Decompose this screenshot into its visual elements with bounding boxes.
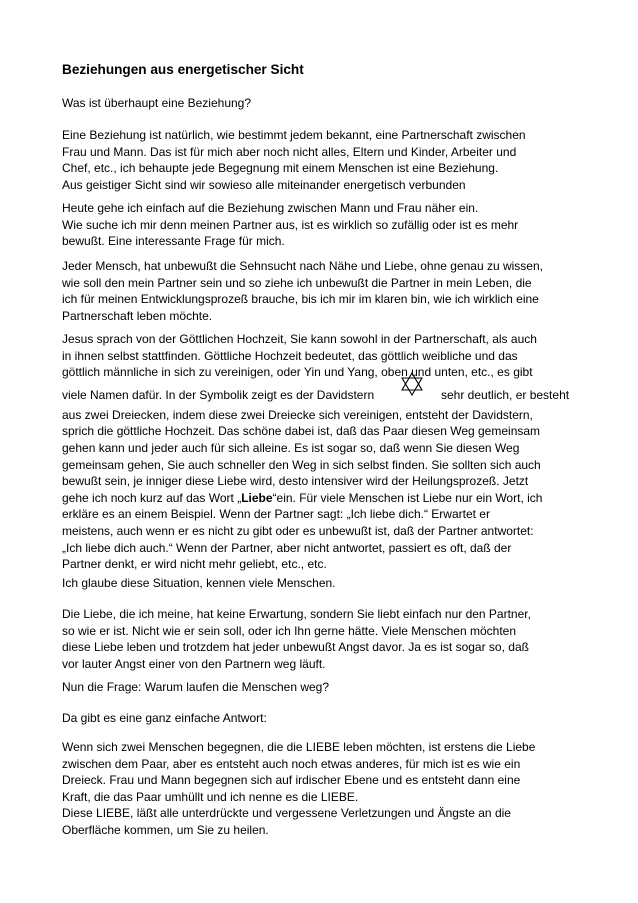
text-line: diese Liebe leben und trotzdem hat jeder unbewußt Angst davor. Ja es ist sogar so, daß: [62, 640, 529, 655]
liebe-before-text: gehe ich noch kurz auf das Wort „: [62, 490, 242, 505]
text-line: Was ist überhaupt eine Beziehung?: [62, 96, 252, 110]
text-line: Diese LIEBE, läßt alle unterdrückte und vergessene Verletzungen und Ängste an die: [62, 806, 511, 821]
star-line-left-text: viele Namen dafür. In der Symbolik zeigt es der Davidstern: [62, 387, 375, 402]
star-of-david-icon: [399, 371, 425, 397]
paragraph-situation: [62, 575, 592, 592]
text-line: sprich die göttliche Hochzeit. Das schöne dabei ist, daß das Paar diesen Weg gemeinsam: [62, 424, 541, 439]
text-line: Aus geistiger Sicht sind wir sowieso alle miteinander energetisch verbunden: [62, 177, 466, 192]
text-line: erkläre es an einem Beispiel. Wenn der Partner sagt: „Ich liebe dich.“ Erwartet er: [62, 507, 490, 522]
liebe-text-line: [62, 490, 592, 507]
text-line: ich für meinen Entwicklungsprozeß brauche, bis ich mir im klaren bin, wie ich wirklich eine: [62, 292, 539, 307]
text-line: „Ich liebe dich auch.“ Wenn der Partner, aber nicht antwortet, passiert es oft, daß der: [62, 540, 512, 555]
text-line: gemeinsam gehen, Sie auch schneller den Weg in sich selbst finden. Sie sollten sich auch: [62, 457, 541, 472]
text-line: in ihnen selbst stattfinden. Göttliche Hochzeit bedeutet, das göttlich weibliche und das: [62, 348, 518, 363]
paragraph-why-question: [62, 679, 592, 696]
text-line: Ich glaube diese Situation, kennen viele Menschen.: [62, 576, 336, 590]
text-line: Oberfläche kommen, um Sie zu heilen.: [62, 822, 269, 837]
paragraph-longing: [62, 258, 592, 324]
paragraph-answer: [62, 739, 592, 839]
paragraph-love-no-expectation: [62, 606, 592, 672]
text-line: Heute gehe ich einfach auf die Beziehung zwischen Mann und Frau näher ein.: [62, 201, 479, 215]
text-line: Frau und Mann. Das ist für mich aber noch nicht alles, Eltern und Kinder, Arbeiter und: [62, 144, 517, 159]
text-line: göttlich männliche in sich zu vereinigen, oder Yin und Yang, oben und unten, etc., es gibt: [62, 365, 533, 380]
text-line: Kraft, die das Paar umhüllt und ich nenne es die LIEBE.: [62, 789, 359, 804]
liebe-after-text: “ein. Für viele Menschen ist Liebe nur ein Wort, ich: [272, 490, 543, 505]
star-line-right-text: sehr deutlich, er besteht: [441, 387, 570, 402]
text-line: vor lauter Angst einer von den Partnern weg läuft.: [62, 656, 326, 671]
text-line: Wenn sich zwei Menschen begegnen, die die LIEBE leben möchten, ist erstens die Liebe: [62, 740, 536, 754]
star-text-line: [62, 381, 592, 407]
paragraph-partner-choice: [62, 200, 592, 250]
paragraph-definition: [62, 127, 592, 193]
paragraph-question: [62, 95, 592, 112]
text-line: Wie suche ich mir denn meinen Partner aus, ist es wirklich so zufällig oder ist es mehr: [62, 217, 519, 232]
text-line: Nun die Frage: Warum laufen die Menschen weg?: [62, 680, 330, 694]
text-line: so wie er ist. Nicht wie er sein soll, oder ich Ihn gerne hätte. Viele Menschen möchten: [62, 623, 517, 638]
text-line: zwischen dem Paar, aber es entsteht auch noch etwas anderes, für mich ist es wie ein: [62, 756, 521, 771]
text-line: Eine Beziehung ist natürlich, wie bestimmt jedem bekannt, eine Partnerschaft zwischen: [62, 128, 526, 142]
text-line: meistens, auch wenn er es nicht zu gibt oder es unbewußt ist, daß der Partner antwortet:: [62, 523, 534, 538]
text-line: Die Liebe, die ich meine, hat keine Erwartung, sondern Sie liebt einfach nur den Partner,: [62, 607, 531, 621]
text-line: Jeder Mensch, hat unbewußt die Sehnsucht nach Nähe und Liebe, ohne genau zu wissen,: [62, 259, 543, 273]
document-title: Beziehungen aus energetischer Sicht: [62, 62, 304, 77]
text-line: Chef, etc., ich behaupte jede Begegnung mit einem Menschen ist eine Beziehung.: [62, 161, 499, 176]
text-line: aus zwei Dreiecken, indem diese zwei Dreiecke sich vereinigen, entsteht der Davidstern,: [62, 407, 533, 422]
text-line: bewußt sein, je inniger diese Liebe wird, desto intensiver wird der Heilungsprozeß. Jetzt: [62, 474, 529, 489]
text-line: Da gibt es eine ganz einfache Antwort:: [62, 711, 267, 725]
text-line: wie soll den mein Partner sein und so ziehe ich unbewußt die Partner in mein Leben, die: [62, 275, 532, 290]
text-line: Dreieck. Frau und Mann begegnen sich auf irdischer Ebene und es entsteht dann eine: [62, 773, 521, 788]
liebe-word: Liebe: [241, 490, 273, 505]
text-line: bewußt. Eine interessante Frage für mich.: [62, 234, 285, 249]
text-line: Partnerschaft leben möchte.: [62, 308, 213, 323]
text-line: gehen kann und jeder auch für sich alleine. Es ist sogar so, daß wenn Sie diesen Weg: [62, 440, 520, 455]
text-line: Jesus sprach von der Göttlichen Hochzeit, Sie kann sowohl in der Partnerschaft, als auch: [62, 332, 537, 346]
paragraph-divine-wedding: [62, 331, 592, 573]
text-line: Partner denkt, er wird nicht mehr geliebt, etc., etc.: [62, 557, 327, 572]
paragraph-answer-intro: [62, 710, 592, 727]
